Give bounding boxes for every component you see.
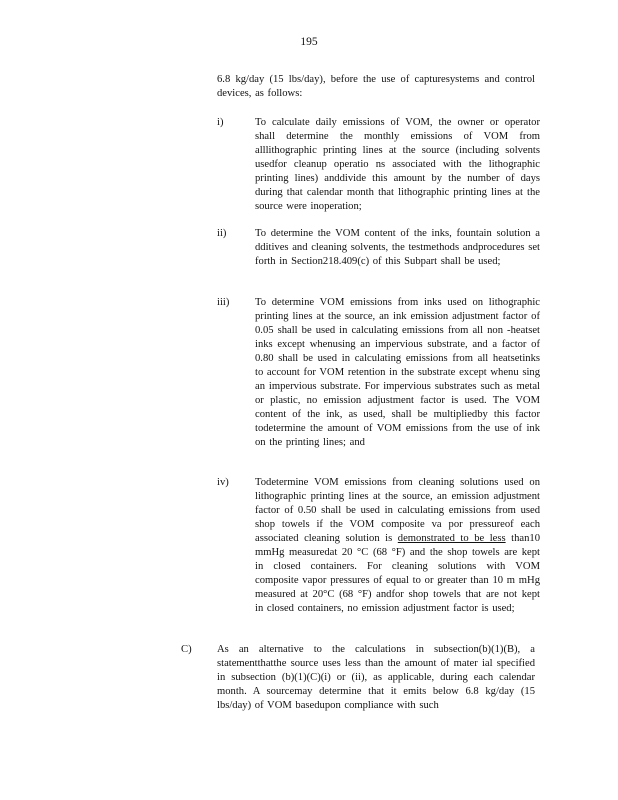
list-item-text: To calculate daily emissions of VOM, the owner or operator shall determine the monthly emissions of VOM from alllithographic printing lines at the source (including solvents usedfor cleanup operatio ns associated with the lithographic printing lines) anddivide this amount by the number of days during that calendar month that lithographic printing lines at the source were inoperation; [255,117,540,212]
list-item-text: To determine the VOM content of the inks, fountain solution a dditives and cleaning solvents, the testmethods andprocedures set forth in Section218.409(c) of this Subpart shall be used; [255,228,540,267]
list-item-text: To determine VOM emissions from inks used on lithographic printing lines at the source, an ink emission adjustment factor of 0.05 shall be used in calculating emissions from all non -heatset inks except whenusing an impervious substrate, and a factor of 0.80 shall be used in calculating emissions from all heatsetinks to account for VOM retention in the substrate except whenu sing an impervious substrate. For impervious substrates such as metal or plastic, no emission adjustment factor is used. The VOM content of the ink, as used, shall be multipliedby this factor todetermine the amount of VOM emissions from the use of ink on the printing lines; and [255,297,540,448]
text-segment: Todetermine VOM emissions from cleaning solutions used on lithographic printing lines at the source, an emission adjustment factor of 0.50 shall be used in calculating emissions from used shop towels if the VOM composite va por pressureof each associated cleaning solution is [255,477,540,544]
list-marker: ii) [217,228,227,239]
page-number: 195 [300,36,318,48]
text-segment: than10 mmHg measuredat 20 °C (68 °F) and the shop towels are kept in closed containers. For cleaning solutions with VOM composite vapor pressures of equal to or greater than 10 m mHg measured at 20°C (68 °F) andfor shop towels that are not kept in closed containers, no emission adjustment factor is used; [255,533,540,614]
list-marker: C) [181,644,192,655]
underlined-text: demonstrated to be less [397,533,506,544]
list-marker: iv) [217,477,229,488]
list-marker: iii) [217,297,230,308]
intro-paragraph: 6.8 kg/day (15 lbs/day), before the use of capturesystems and control devices, as follows: [217,74,535,99]
list-item-text: As an alternative to the calculations in subsection(b)(1)(B), a statementthatthe source uses less than the amount of mater ial specified in subsection (b)(1)(C)(i) or (ii), as applicable, during each calendar month. A sourcemay determine that it emits below 6.8 kg/day (15 lbs/day) of VOM basedupon compliance with such [217,644,535,711]
list-item-text [255,476,540,616]
list-marker: i) [217,117,224,128]
